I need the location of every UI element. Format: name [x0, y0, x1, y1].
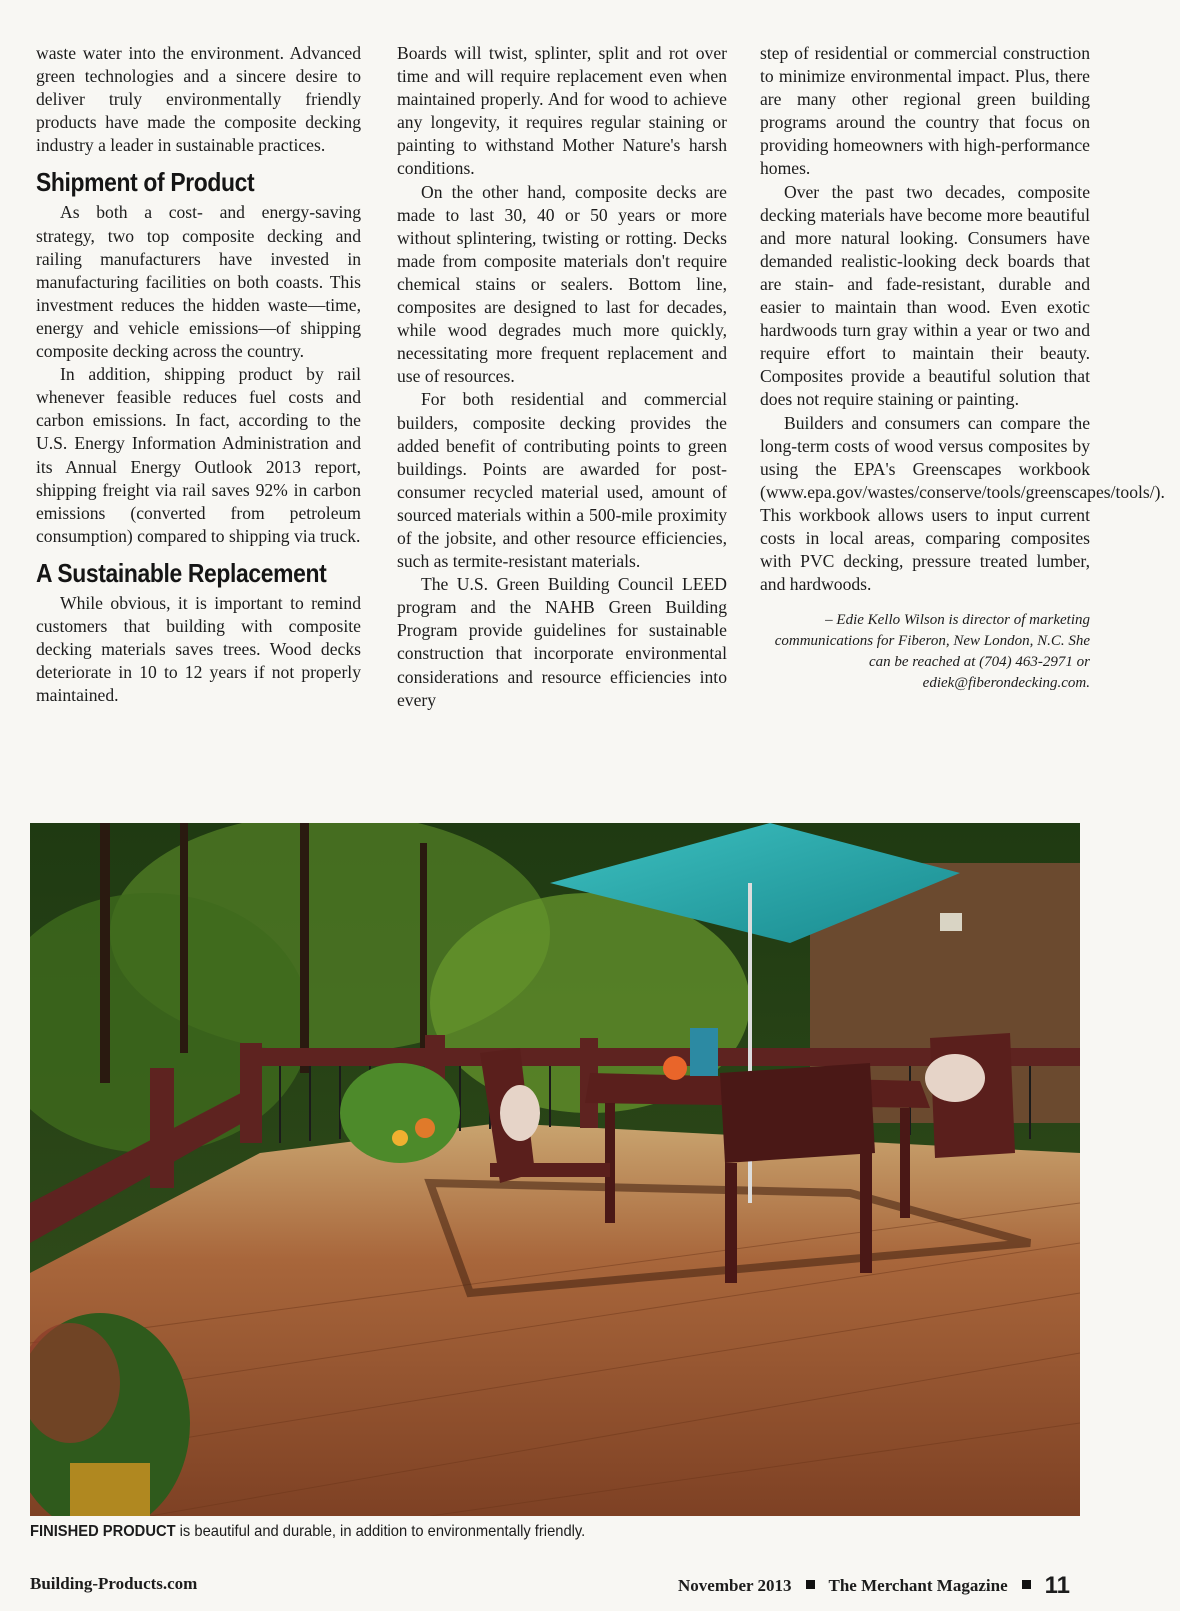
footer-site: Building-Products.com [30, 1574, 198, 1593]
footer-right [678, 1572, 1070, 1600]
deck-photo-illustration [30, 823, 1080, 1516]
article-column-1 [36, 42, 361, 707]
paragraph: On the other hand, composite decks are made to last 30, 40 or 50 years or more without splintering, twisting or rotting. Decks made from composite materials don't require chemical stains or sealers. Bottom line, composites are designed to last for decades, while wood degrades much more quickly, necessitating more frequent replacement and use of resources. [397, 181, 727, 387]
deck-photo [30, 823, 1080, 1516]
paragraph: Builders and consumers can compare the long-term costs of wood versus composites by using the EPA's Greenscapes workbook (www.epa.gov/wastes/conserve/tools/greenscapes/tools/). This workbook allows users to input current costs in local areas, comparing composites with PVC decking, pressure treated lumber, and hardwoods. [760, 412, 1165, 595]
article-column-3 [760, 42, 1165, 694]
footer-date: November 2013 [678, 1576, 792, 1595]
article-column-2 [397, 42, 727, 712]
page-number: 11 [1044, 1572, 1070, 1599]
caption-lead: FINISHED PRODUCT [30, 1523, 176, 1540]
paragraph: step of residential or commercial construction to minimize environmental impact. Plus, there are many other regional green building programs around the country that focus on providing homeowners with high-performance homes. [760, 43, 1090, 179]
page-footer [0, 1568, 1180, 1602]
author-byline: – Edie Kello Wilson is director of marketing communications for Fiberon, New London, N.C. She can be reached at (704) 463-2971 or ediek@fiberondecking.com. [774, 612, 1090, 692]
paragraph: Over the past two decades, composite decking materials have become more beautiful and more natural looking. Consumers have demanded realistic-looking deck boards that are stain- and fade-resistant, durable and easier to maintain than wood. Even exotic hardwoods turn gray within a year or two and require effort to maintain their beauty. Composites provide a beautiful solution that does not require staining or painting. [760, 181, 1090, 410]
photo-caption [30, 1523, 996, 1541]
paragraph: As both a cost- and energy-saving strategy, two top composite decking and railing manufacturers have invested in manufacturing facilities on both coasts. This investment reduces the hidden waste—time, energy and vehicle emissions—of shipping composite decking across the country. [36, 202, 361, 362]
paragraph: In addition, shipping product by rail whenever feasible reduces fuel costs and carbon emissions. In fact, according to the U.S. Energy Information Administration and its Annual Energy Outlook 2013 report, shipping freight via rail saves 92% in carbon emissions (converted from petroleum consumption) compared to shipping via truck. [36, 364, 361, 546]
paragraph: The U.S. Green Building Council LEED program and the NAHB Green Building Program provide guidelines for sustainable construction that incorporate environmental considerations and resource efficiencies into every [397, 574, 727, 710]
paragraph: waste water into the environment. Advanced green technologies and a sincere desire to deliver truly environmentally friendly products have made the composite decking industry a leader in sustainable practices. [36, 43, 361, 156]
section-heading-sustainable: A Sustainable Replacement [36, 557, 327, 588]
square-bullet-icon [806, 1580, 815, 1589]
square-bullet-icon [1022, 1580, 1031, 1589]
footer-magazine: The Merchant Magazine [828, 1576, 1008, 1595]
section-heading-shipment: Shipment of Product [36, 167, 255, 198]
paragraph: Boards will twist, splinter, split and rot over time and will require replacement even when maintained properly. And for wood to achieve any longevity, it requires regular staining or painting to withstand Mother Nature's harsh conditions. [397, 43, 727, 179]
paragraph: While obvious, it is important to remind customers that building with composite decking materials saves trees. Wood decks deteriorate in 10 to 12 years if not properly maintained. [36, 592, 361, 706]
caption-text: is beautiful and durable, in addition to environmentally friendly. [175, 1523, 586, 1540]
paragraph: For both residential and commercial builders, composite decking provides the added benefit of contributing points to green buildings. Points are awarded for post-consumer recycled material used, amount of sourced materials within a 500-mile proximity of the jobsite, and other resource efficiencies, such as termite-resistant materials. [397, 389, 727, 572]
